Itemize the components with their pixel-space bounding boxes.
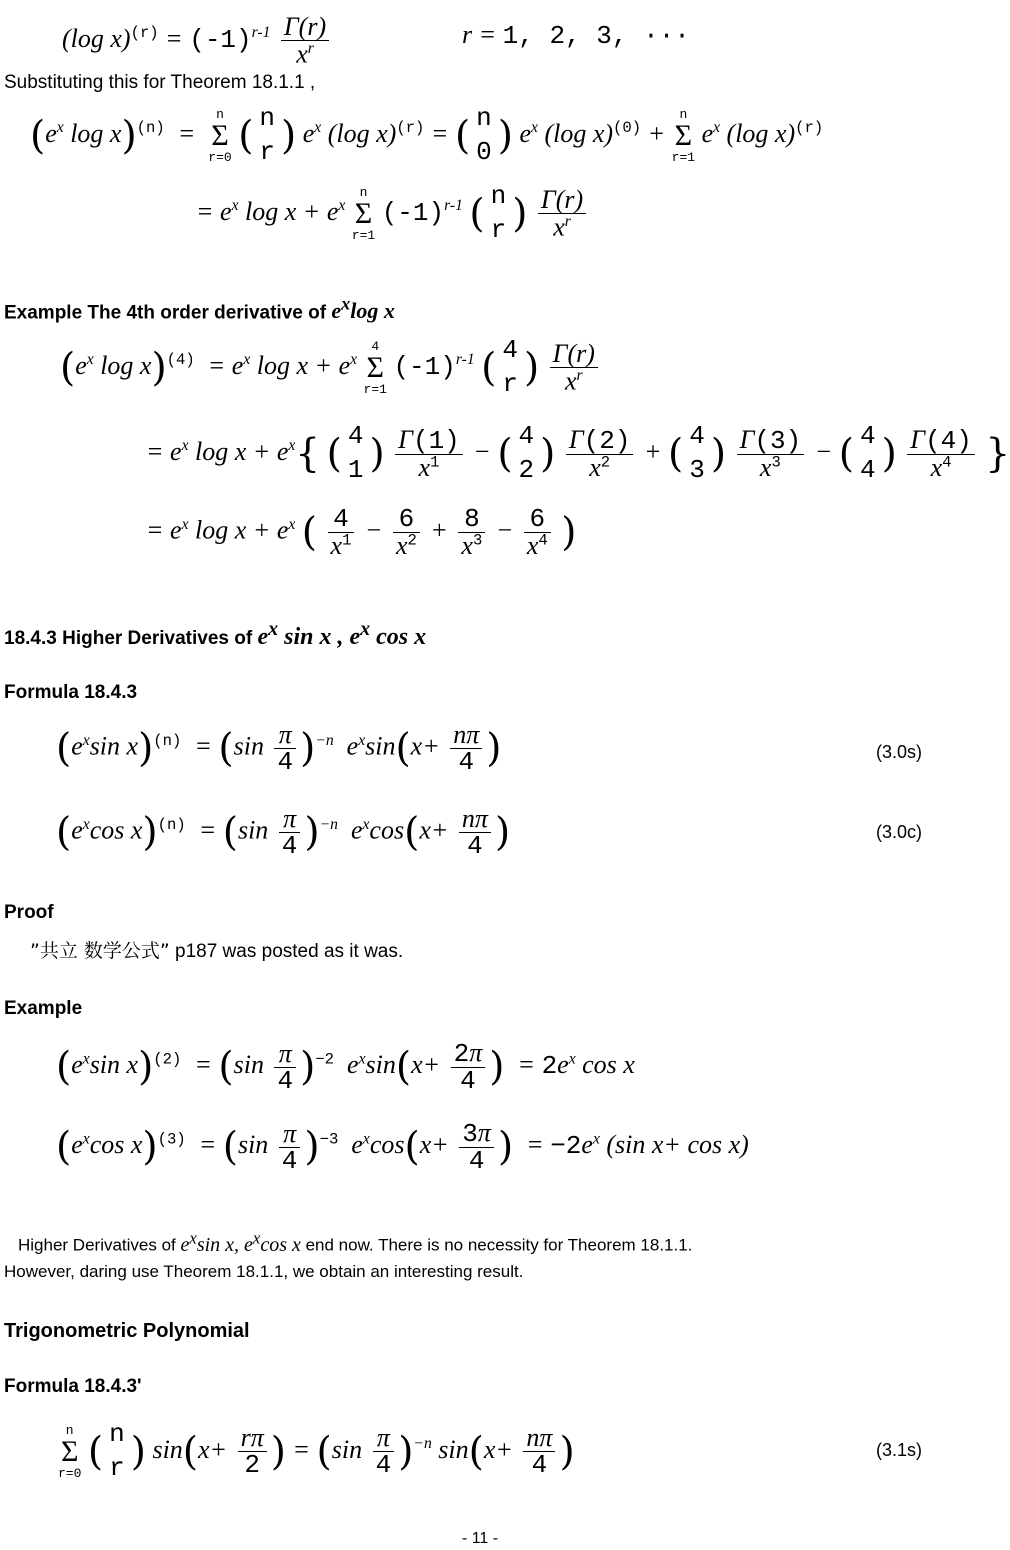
page-number: - 11 - bbox=[461, 1530, 499, 1547]
proof-book-title: ”共立 数学公式” bbox=[30, 940, 170, 962]
proof-reference bbox=[30, 936, 403, 963]
closing-paragraph-line-2: However, daring use Theorem 18.1.1, we obtain an interesting result. bbox=[4, 1262, 524, 1281]
example1-equation-1: ($e^x$ $\log x)^{(4)} = e^x$ $\log x + e^x$ 4 Σ r=1 $(-1)^{r-1}$ ( 4 r ) $\frac{\Gamma(r)}{x^r}$ bbox=[60, 334, 602, 402]
example2-equation-1: ($e^x\sin$ x)$^{(2)}$ = (sin $\frac{\pi}{4}$ )$^{-2}$ $e^x\sin(x+$ $\frac{2\pi}{4}$ ) = $2e^x$ cos x bbox=[56, 1038, 635, 1096]
substituting-text: Substituting this for Theorem 18.1.1 , bbox=[4, 72, 316, 93]
formula-heading: Formula 18.4.3 bbox=[4, 682, 138, 703]
formula-cos-number: (3.0c) bbox=[876, 822, 923, 842]
section-heading-text: 18.4.3 Higher Derivatives of bbox=[4, 628, 253, 649]
proof-note: p187 was posted as it was. bbox=[175, 941, 404, 962]
substitution-equation-2: = $e^x$ $\log x + e^x$ n Σ r=1 $(-1)^{r-1}$ ( n r ) $\frac{\Gamma(r)}{x^r}$ bbox=[196, 180, 590, 248]
proof-heading: Proof bbox=[4, 902, 54, 923]
example2-equation-2: ($e^x\cos$ x)$^{(3)}$ = (sin $\frac{\pi}{4}$ )$^{-3}$ $e^x\cos(x+$ $\frac{3\pi}{4}$ ) = $-2e^x$ (sin x+ cos x) bbox=[56, 1118, 749, 1176]
intro-range: r = 1, 2, 3, ··· bbox=[462, 20, 690, 51]
example1-heading-text: Example The 4th order derivative of bbox=[4, 302, 327, 324]
closing-paragraph-line-1: Higher Derivatives of $e^x\sin$ x, $e^x\cos$ x end now. There is no necessity for Theorem 18.1.1. bbox=[18, 1228, 693, 1256]
example1-heading: Example The 4th order derivative of $e^x\log$ x bbox=[4, 294, 395, 324]
trig-heading: Trigonometric Polynomial bbox=[4, 1320, 250, 1342]
formula-trig-number: (3.1s) bbox=[876, 1440, 923, 1460]
section-heading: 18.4.3 Higher Derivatives of $e^x$ sin x , $e^x$ cos x bbox=[4, 618, 427, 650]
example2-heading: Example bbox=[4, 998, 83, 1019]
intro-equation: (log $x)^{(r)} = (-1)^{r-1}$ $\frac{\Gamma(r)}{x^r}$ bbox=[62, 14, 333, 68]
formula-sin-equation: ($e^x\sin$ x)$^{(n)}$ = (sin $\frac{\pi}{4}$ )$^{-n}$ $e^x\sin(x+$ $\frac{n\pi}{4}$ ) bbox=[56, 720, 502, 777]
formula-cos-equation: ($e^x\cos$ x)$^{(n)}$ = (sin $\frac{\pi}{4}$ )$^{-n}$ $e^x\cos(x+$ $\frac{n\pi}{4}$ ) bbox=[56, 804, 511, 861]
formula-sin-number: (3.0s) bbox=[876, 742, 923, 762]
example1-equation-3: = $e^x$ $\log x + e^x$ ( $\frac{4}{x^1}$ − $\frac{6}{x^2}$ + $\frac{8}{x^3}$ − $\frac{6}{x^4}$ ) bbox=[146, 504, 577, 560]
substitution-equation-1: ($e^x$ log x)$^{(n)}$ = n Σ r=0 ( n r ) $e^x$ (log x)$^{(r)}$ = ( n 0 ) $e^x$ (log x)$^{(0)}$ + n Σ r=1 $e^x$ (log x)$^{(r)}$ bbox=[30, 103, 824, 167]
closing-text-end: end now. There is no necessity for Theorem 18.1.1. bbox=[305, 1235, 693, 1255]
formula-trig-equation: n Σ r=0 ( n r ) sin(x+ $\frac{r\pi}{2}$ ) = (sin $\frac{\pi}{4}$ )$^{-n}$ sin(x+ $\frac{n\pi}{4}$ ) bbox=[58, 1419, 575, 1483]
formula2-heading: Formula 18.4.3' bbox=[4, 1376, 142, 1397]
example1-equation-2: = $e^x$ $\log x + e^x${ ( 4 1 ) $\frac{\Gamma(1)}{x^1}$ − ( 4 2 ) $\frac{\Gamma(2)}{x^2}$ + ( 4 3 ) $\frac{\Gamma(3)}{x^3}$ − ( 4 4 ) $\frac{\Gamma(4)}{x^4}$ } bbox=[146, 421, 1010, 485]
closing-text-start: Higher Derivatives of bbox=[18, 1235, 176, 1255]
